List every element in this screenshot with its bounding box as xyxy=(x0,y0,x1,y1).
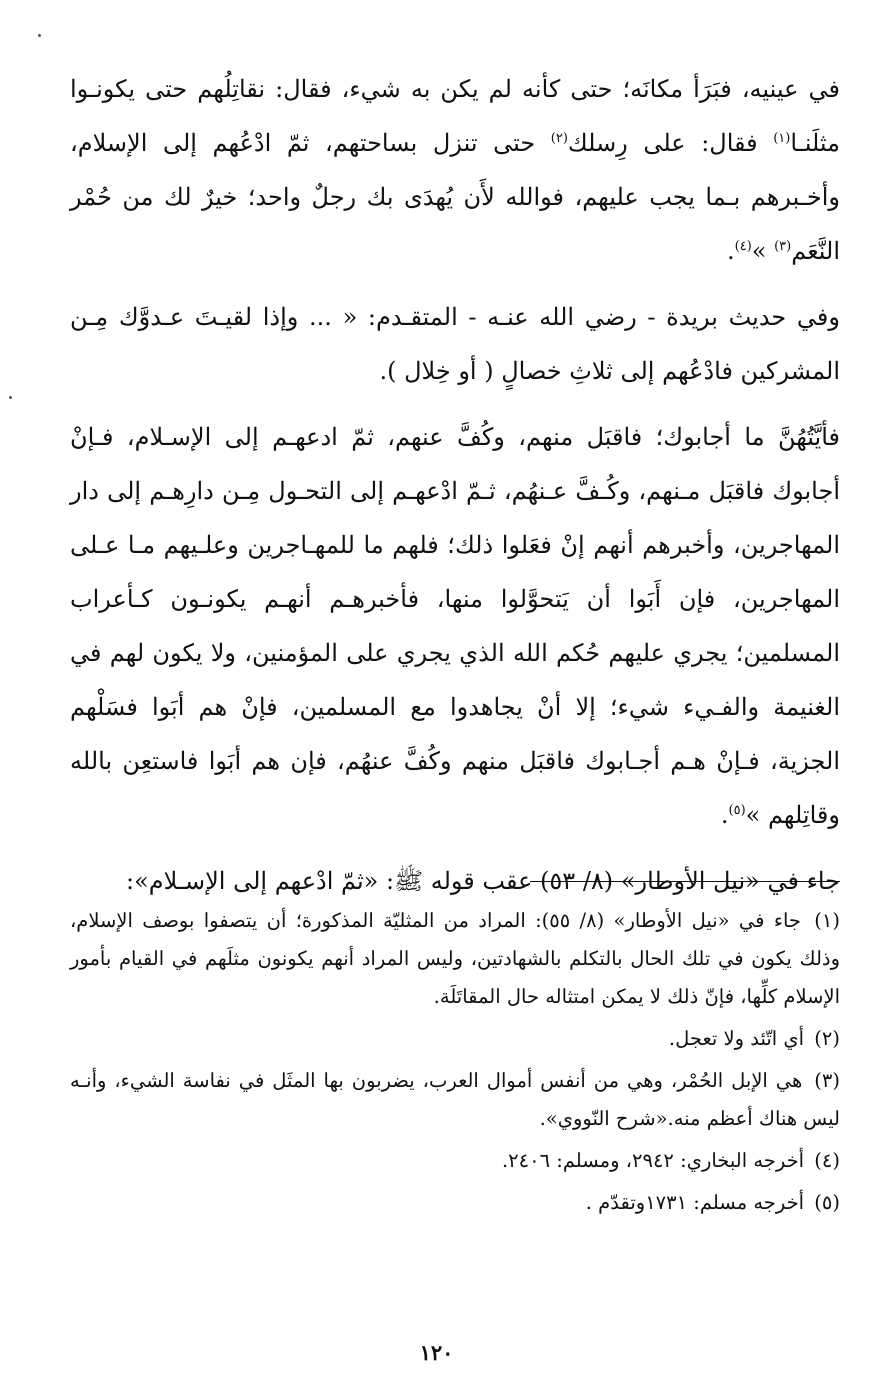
footnote-divider xyxy=(530,881,840,882)
footnote-3 xyxy=(70,1062,840,1138)
footnotes xyxy=(70,902,840,1226)
page-number: ١٢٠ xyxy=(419,1340,454,1365)
paragraph-1: في عينيه، فبَرَأ مكانَه؛ حتى كأنه لم يكن به شيء، فقال: نقاتِلُهم حتى يكونـوا مثلَنـا$^{(١)}$ فقال: على رِسلك$^{(٢)}$ حتى تنزل بساحتهم، ثمّ ادْعُهم إلى الإسلام، وأخـبرهم بـما يجب عليهم، فوالله لأَن يُهدَى بك رجلٌ واحد؛ خيرٌ لك من حُمْر النَّعَم$^{(٣)}$ »$^{(٤)}$. xyxy=(70,75,840,265)
paragraph-3: فأيَّتُهُنَّ ما أجابوك؛ فاقبَل منهم، وكُفَّ عنهم، ثمّ ادعهـم إلى الإسـلام، فـإنْ أجابوك فاقبَل مـنهم، وكُـفَّ عـنهُم، ثـمّ ادْعهـم إلى التحـول مِـن دارِهـم إلى دار المهاجرين، وأخبرهم أنهم إنْ فعَلوا ذلك؛ فلهم ما للمهـاجرين وعلـيهم مـا عـلى المهاجرين، فإن أَبَوا أن يَتحوَّلوا منها، فأخبرهـم أنهـم يكونـون كـأعراب المسلمين؛ يجري عليهم حُكم الله الذي يجري على المؤمنين، ولا يكون لهم في الغنيمة والفـيء شيء؛ إلا أنْ يجاهدوا مع المسلمين، فإنْ هم أبَوا فسَلْهم الجزية، فـإنْ هـم أجـابوك فاقبَل منهم وكُفَّ عنهُم، فإن هم أبَوا فاستعِن بالله وقاتِلهم »$^{(٥)}$. xyxy=(70,423,840,829)
footnote-number: (٢) xyxy=(814,1027,840,1050)
footnote-number: (٤) xyxy=(814,1149,840,1172)
footnote-1 xyxy=(70,902,840,1016)
paragraph-2: وفي حديث بريدة - رضي الله عنـه - المتقـدم: « ... وإذا لقيـتَ عـدوَّك مِـن المشركين فادْعُهم إلى ثلاثِ خصالٍ ( أو خِلال ). xyxy=(70,303,840,385)
footnote-text: أخرجه مسلم: ١٧٣١وتقدّم . xyxy=(585,1191,805,1214)
scan-speck xyxy=(9,396,12,399)
footnote-text: هي الإبل الحُمْر، وهي من أنفس أموال العرب، يضربون بها المثَل في نفاسة الشيء، وأنـه ليس هناك أعظم منه.«شرح النّووي». xyxy=(70,1069,840,1130)
footnote-ref-5[interactable]: (٥) xyxy=(728,803,746,818)
scan-speck xyxy=(38,34,41,37)
footnote-number: (٣) xyxy=(814,1069,840,1092)
footnote-text: جاء في «نيل الأوطار» (٨/ ٥٥): المراد من المثليّة المذكورة؛ أن يتصفوا بوصف الإسلام، وذلك يكون في تلك الحال بالتكلم بالشهادتين، وليس المراد أنهم يكونون مثلَهم في القيام بأمور الإسلام كلِّها، فإنّ ذلك لا يمكن امتثاله حال المقاتَلَة. xyxy=(70,909,840,1008)
footnote-text: أي اتّئد ولا تعجل. xyxy=(668,1027,805,1050)
footnote-ref-2[interactable]: (٢) xyxy=(550,131,568,146)
footnote-4 xyxy=(70,1142,840,1180)
main-text xyxy=(70,62,840,908)
footnote-ref-3[interactable]: (٣) xyxy=(774,239,792,254)
footnote-number: (٥) xyxy=(814,1191,840,1214)
footnote-5 xyxy=(70,1184,840,1222)
footnote-number: (١) xyxy=(814,909,840,932)
paragraph-4: جاء في «نيل الأوطار» (٨/ ٥٣) عقب قوله ﷺ: «ثمّ ادْعهم إلى الإسـلام»: xyxy=(126,867,840,895)
footnote-2 xyxy=(70,1020,840,1058)
footnote-ref-4[interactable]: (٤) xyxy=(734,239,752,254)
footnote-ref-1[interactable]: (١) xyxy=(773,131,791,146)
footnote-text: أخرجه البخاري: ٢٩٤٢، ومسلم: ٢٤٠٦. xyxy=(501,1149,805,1172)
